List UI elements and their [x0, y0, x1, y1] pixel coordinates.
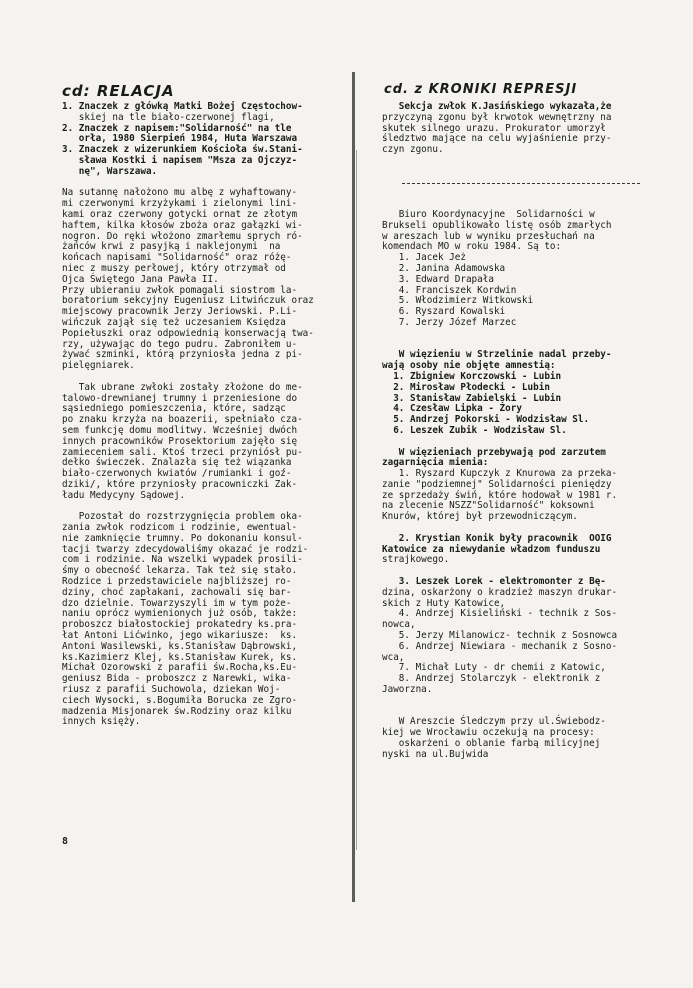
text-line: Jaworzna.	[382, 684, 433, 696]
text-line: 6. Leszek Zubik - Wodzisław Sl.	[382, 424, 567, 436]
text-line: rzy, używając do tego pudru. Zabroniłem u-	[62, 338, 298, 350]
text-line: dziny, choć zapłakani, zachowali się bar-	[62, 586, 292, 598]
text-line: tacji twarzy zdecydowaliśmy okazać je rodzi-	[62, 543, 309, 555]
text-line	[382, 437, 652, 448]
text-line: 5. Andrzej Pokorski - Wodzisław Sl.	[382, 414, 590, 426]
text-line: orła, 1980 Sierpień 1984, Huta Warszawa	[62, 133, 298, 145]
text-line: Michał Ozorowski z parafii św.Rocha,ks.Eu-	[62, 662, 298, 674]
section-divider	[382, 178, 652, 189]
text-line: oskarżeni o oblanie farbą milicyjnej	[382, 738, 601, 750]
text-line: proboszcz białostockiej prokatedry ks.pra-	[62, 619, 298, 631]
text-line: skiej na tle biało-czerwonej flagi,	[62, 111, 275, 123]
text-line: 7. Michał Luty - dr chemii z Katowic,	[382, 662, 606, 674]
text-line: 1. Ryszard Kupczyk z Knurowa za przeka-	[382, 468, 618, 480]
text-line: 3. Edward Drapała	[382, 273, 494, 285]
text-line: zagarnięcia mienia:	[382, 457, 489, 469]
text-line: dziki/, które przyniosły pracowniczki Zak-	[62, 478, 298, 490]
text-line: dzo dzielnie. Towarzyszyli im w tym poże-	[62, 597, 292, 609]
text-line: nogron. Do ręki włożono zmarłemu sprych ró-	[62, 230, 303, 242]
fold-line	[352, 72, 355, 902]
text-line: nowca,	[382, 619, 416, 631]
text-line: pielęgniarek.	[62, 360, 135, 372]
text-line: śmy o obecność lekarza. Tak też się stało.	[62, 565, 298, 577]
text-line: Antoni Wasilewski, ks.Stanisław Dąbrowski,	[62, 640, 298, 652]
text-line: nie zamknięcie trumny. Po dokonaniu konsul-	[62, 532, 303, 544]
text-line: com i rodzinie. Na wszelki wypadek prosili-	[62, 554, 303, 566]
right-column	[382, 102, 652, 761]
text-line: talowo-drewnianej trumny i przeniesione do	[62, 392, 298, 404]
text-line: 4. Andrzej Kisieliński - technik z Sos-	[382, 608, 618, 620]
text-line: niec z muszy perłowej, który otrzymał od	[62, 262, 286, 274]
text-line: 3. Stanisław Zabielski - Lubin	[382, 392, 562, 404]
text-line: Sekcja zwłok K.Jasińskiego wykazała,że	[382, 101, 612, 112]
text-line: wińczuk zajął się też uczesaniem Księdza	[62, 316, 286, 328]
text-line: na zlecenie NSZZ"Solidarność" koksowni	[382, 500, 595, 512]
text-line: śledztwo mające na celu wyjaśnienie przy-	[382, 133, 612, 145]
text-line: kami oraz czerwony gotycki ornat ze złotym	[62, 208, 298, 220]
text-line: madzenia Misjonarek św.Rodziny oraz kilku	[62, 705, 292, 717]
text-line: 7. Jerzy Józef Marzec	[382, 316, 517, 328]
text-line: nę", Warszawa.	[62, 165, 158, 177]
text-line: żańców krwi z pasyjką i naklejonymi na	[62, 241, 281, 253]
text-line: żywać szminki, którą przyniosła jedna z pi-	[62, 349, 303, 361]
text-line: boratorium sekcyjny Eugeniusz Litwińczuk oraz	[62, 295, 314, 307]
text-line	[382, 167, 652, 178]
text-line: innych księży.	[62, 716, 141, 728]
text-line: strajkowego.	[382, 554, 450, 566]
text-line: 3. Leszek Lorek - elektromonter z Bę-	[382, 576, 606, 588]
text-line: Knurów, której był przewodniczącym.	[382, 511, 578, 523]
text-line: Katowice za niewydanie władzom funduszu	[382, 543, 601, 555]
text-line: geniusz Bida - proboszcz z Narewki, wika-	[62, 673, 292, 685]
text-line: sława Kostki i napisem "Msza za Ojczyz-	[62, 154, 298, 166]
text-line: Brukseli opublikowało listę osób zmarłych	[382, 219, 612, 231]
text-line: kiej we Wrocławiu oczekują na procesy:	[382, 727, 595, 739]
text-line	[382, 696, 652, 707]
text-line: Pozostał do rozstrzygnięcia problem oka-	[62, 511, 303, 523]
text-line: ładu Medycyny Sądowej.	[62, 489, 186, 501]
text-line: 4. Franciszek Kordwin	[382, 284, 517, 296]
text-line: Biuro Koordynacyjne Solidarności w	[382, 208, 595, 220]
text-line: Na sutannę nałożono mu albę z wyhaftowany-	[62, 187, 298, 199]
text-line: czyn zgonu.	[382, 144, 444, 156]
text-line: 1. Znaczek z główką Matki Bożej Częstochow-	[62, 101, 303, 112]
text-line: W więzieniu w Strzelinie nadal przeby-	[382, 349, 612, 361]
text-line: dzina, oskarżony o kradzież maszyn drukar-	[382, 586, 618, 598]
text-line: zanie "podziemnej" Solidarności pieniędzy	[382, 478, 612, 490]
text-line: 3. Znaczek z wizerunkiem Kościoła św.Stani-	[62, 144, 303, 156]
page-number: 8	[62, 836, 69, 847]
text-line: sem funkcję domu modlitwy. Wcześniej dwóch	[62, 424, 298, 436]
text-line: biało-czerwonych kwiatów /rumianki i goź-	[62, 468, 292, 480]
text-line: 2. Krystian Konik były pracownik OOIG	[382, 532, 612, 544]
text-line: wają osoby nie objęte amnestią:	[382, 360, 556, 372]
text-line: 2. Mirosław Płodecki - Lubin	[382, 381, 550, 393]
text-line: 5. Jerzy Milanowicz- technik z Sosnowca	[382, 630, 618, 642]
fold-shadow	[356, 150, 357, 850]
text-line: 5. Włodzimierz Witkowski	[382, 295, 534, 307]
text-line	[382, 188, 652, 199]
text-line: ciech Wysocki, s.Bogumiła Borucka ze Zgro-	[62, 694, 298, 706]
text-line: Przy ubieraniu zwłok pomagali siostrom la-	[62, 284, 298, 296]
text-line: przyczyną zgonu był krwotok wewnętrzny na	[382, 111, 612, 123]
text-line	[382, 156, 652, 167]
text-line: skich z Huty Katowice,	[382, 597, 506, 609]
text-line: zania zwłok rodzicom i rodzinie, ewentual-	[62, 522, 298, 534]
text-line: miejscowy pracownik Jerzy Jeriowski. P.Li-	[62, 306, 298, 318]
text-line: 1. Jacek Jeż	[382, 252, 466, 264]
text-line: po znaku krzyża na boazerii, spełniało cza-	[62, 414, 303, 426]
text-line: wca,	[382, 651, 405, 663]
text-line: Popiełuszki oraz odpowiednią konserwacją twa-	[62, 327, 314, 339]
text-line: w areszach lub w wyniku przesłuchań na	[382, 230, 595, 242]
text-line: 1. Zbigniew Korczowski - Lubin	[382, 370, 562, 382]
text-line: 2. Janina Adamowska	[382, 262, 506, 274]
text-line: nyski na ul.Bujwida	[382, 748, 489, 760]
text-line: haftem, kilka kłosów zboża oraz gałązki wi-	[62, 219, 303, 231]
text-line	[382, 329, 652, 340]
header-left: cd: RELACJA	[62, 82, 175, 100]
header-right: cd. z KRONIKI REPRESJI	[384, 82, 578, 97]
text-line: W Areszcie Śledczym przy ul.Świebodz-	[382, 716, 606, 728]
text-line: 6. Ryszard Kowalski	[382, 306, 506, 318]
text-line: mi czerwonymi krzyżykami i zielonymi lini-	[62, 198, 298, 210]
text-line: sąsiedniego pomieszczenia, które, sadząc	[62, 403, 286, 415]
text-line: riusz z parafii Suchowola, dziekan Woj-	[62, 684, 281, 696]
text-line: 2. Znaczek z napisem:"Solidarność" na tle	[62, 122, 292, 134]
text-line: 6. Andrzej Niewiara - mechanik z Sosno-	[382, 640, 618, 652]
text-line: końcach napisami "Solidarność" oraz różę-	[62, 252, 292, 264]
text-line: W więzieniach przebywają pod zarzutem	[382, 446, 606, 458]
text-line: łat Antoni Lićwinko, jego wikariusze: ks.	[62, 630, 298, 642]
text-line: 4. Czesław Lipka - Żory	[382, 403, 522, 415]
left-column	[62, 102, 352, 728]
text-line: Ojca Świętego Jana Pawła II.	[62, 273, 219, 285]
text-line: Tak ubrane zwłoki zostały złożone do me-	[62, 381, 303, 393]
text-line: ze sprzedaży świń, które hodował w 1981 r.	[382, 489, 618, 501]
text-line: innych pracowników Prosektorium zajęło się	[62, 435, 298, 447]
text-line: 8. Andrzej Stolarczyk - elektronik z	[382, 673, 601, 685]
text-line: zamieceniem sali. Ktoś trzeci przyniósł pu-	[62, 446, 303, 458]
text-line: naniu oprócz wymienionych już osób, także:	[62, 608, 298, 620]
text-line: Rodzice i przedstawiciele najbliższej ro-	[62, 576, 292, 588]
text-line: dełko świeczek. Znalazła się też wiązanka	[62, 457, 292, 469]
text-line: ks.Kazimierz Klej, ks.Stanisław Kurek, ks.	[62, 651, 298, 663]
text-line: skutek silnego urazu. Prokurator umorzył	[382, 122, 606, 134]
text-line: komendach MO w roku 1984. Są to:	[382, 241, 562, 253]
